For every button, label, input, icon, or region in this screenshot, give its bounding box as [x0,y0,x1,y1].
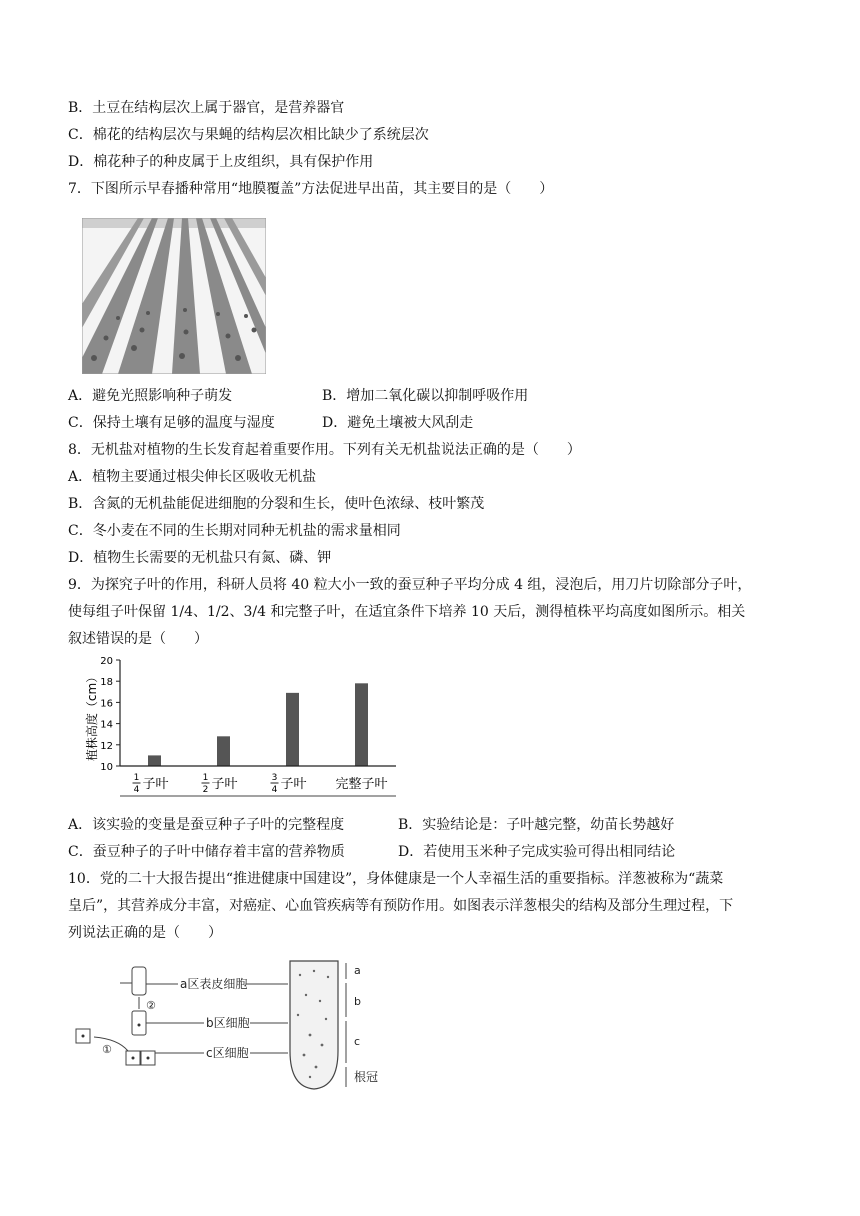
q10-stem-line2: 皇后”，其营养成分丰富，对癌症、心血管疾病等有预防作用。如图表示洋葱根尖的结构及部分生理过程，下 [68,898,734,914]
y-tick-label: 20 [100,656,113,667]
root-tip-outline [290,961,338,1089]
bar [217,736,230,766]
x-tick-fraction-denominator: 4 [271,785,278,795]
b-cell-label: b区细胞 [206,1016,250,1030]
x-tick-fraction-numerator: 3 [271,773,278,783]
y-tick-label: 18 [100,677,113,689]
q6-option-b: B．土豆在结构层次上属于器官，是营养器官 [68,100,345,116]
q8-option-b: B．含氮的无机盐能促进细胞的分裂和生长，使叶色浓绿、枝叶繁茂 [68,496,485,512]
x-tick-label: 子叶 [211,777,238,792]
q9-option-a: A．该实验的变量是蚕豆种子子叶的完整程度 [68,817,345,833]
zone-b-label: b [354,995,361,1008]
x-tick-label: 完整子叶 [335,777,388,792]
a-zone-cell [132,967,146,995]
bar [355,683,368,766]
q10-stem-line1: 10．党的二十大报告提出“推进健康中国建设”，身体健康是一个人幸福生活的重要指标。洋葱被称为“蔬菜 [68,871,724,887]
field-film-photo [82,218,266,378]
x-tick-fraction-denominator: 4 [133,785,140,795]
q9-stem-line3: 叙述错误的是（ ） [68,631,208,647]
x-tick-fraction-numerator: 1 [133,773,140,783]
q9-stem-line2: 使每组子叶保留 1/4、1/2、3/4 和完整子叶，在适宜条件下培养 10 天后，测得植株平均高度如图所示。相关 [68,604,746,620]
b-zone-cell [132,1011,146,1035]
q7-option-a: A．避免光照影响种子萌发 [68,388,233,404]
q7-option-d: D．避免土壤被大风刮走 [322,415,474,431]
x-tick-fraction-numerator: 1 [202,773,209,783]
q7-stem: 7．下图所示早春播种常用“地膜覆盖”方法促进早出苗，其主要目的是（ ） [68,181,554,197]
onion-root-tip-diagram [70,955,400,1099]
q6-option-d: D．棉花种子的种皮属于上皮组织，具有保护作用 [68,154,374,170]
q9-option-b: B．实验结论是：子叶越完整，幼苗长势越好 [398,817,675,833]
y-tick-label: 10 [100,762,113,773]
bar [148,755,161,766]
root-cap-label: 根冠 [354,1070,379,1084]
a-cell-label: a区表皮细胞 [180,977,248,991]
step-1-label: ① [102,1043,112,1056]
step-2-label: ② [146,999,156,1012]
x-tick-label: 子叶 [142,777,169,792]
zone-a-label: a [354,964,361,977]
y-tick-label: 16 [100,698,113,710]
c-cell-label: c区细胞 [206,1046,249,1060]
q7-option-c: C．保持土壤有足够的温度与湿度 [68,415,275,431]
q8-option-d: D．植物生长需要的无机盐只有氮、磷、钾 [68,550,332,566]
height-bar-chart [70,650,410,812]
q9-option-d: D．若使用玉米种子完成实验可得出相同结论 [398,844,676,860]
zone-c-label: c [354,1035,361,1048]
q6-option-c: C．棉花的结构层次与果蝇的结构层次相比缺少了系统层次 [68,127,429,143]
y-tick-label: 14 [100,719,113,731]
x-tick-fraction-denominator: 2 [202,785,209,795]
q8-option-c: C．冬小麦在不同的生长期对同种无机盐的需求量相同 [68,523,401,539]
q7-option-b: B．增加二氧化碳以抑制呼吸作用 [322,388,529,404]
x-tick-label: 子叶 [280,777,307,792]
y-axis-label: 植株高度（cm） [85,670,99,762]
y-tick-label: 12 [100,740,113,752]
q8-option-a: A．植物主要通过根尖伸长区吸收无机盐 [68,469,317,485]
q10-stem-line3: 列说法正确的是（ ） [68,925,222,941]
q9-option-c: C．蚕豆种子的子叶中储存着丰富的营养物质 [68,844,345,860]
q8-stem: 8．无机盐对植物的生长发育起着重要作用。下列有关无机盐说法正确的是（ ） [68,442,581,458]
bar [286,693,299,766]
q9-stem-line1: 9．为探究子叶的作用，科研人员将 40 粒大小一致的蚕豆种子平均分成 4 组，浸泡后，用刀片切除部分子叶， [68,577,752,593]
